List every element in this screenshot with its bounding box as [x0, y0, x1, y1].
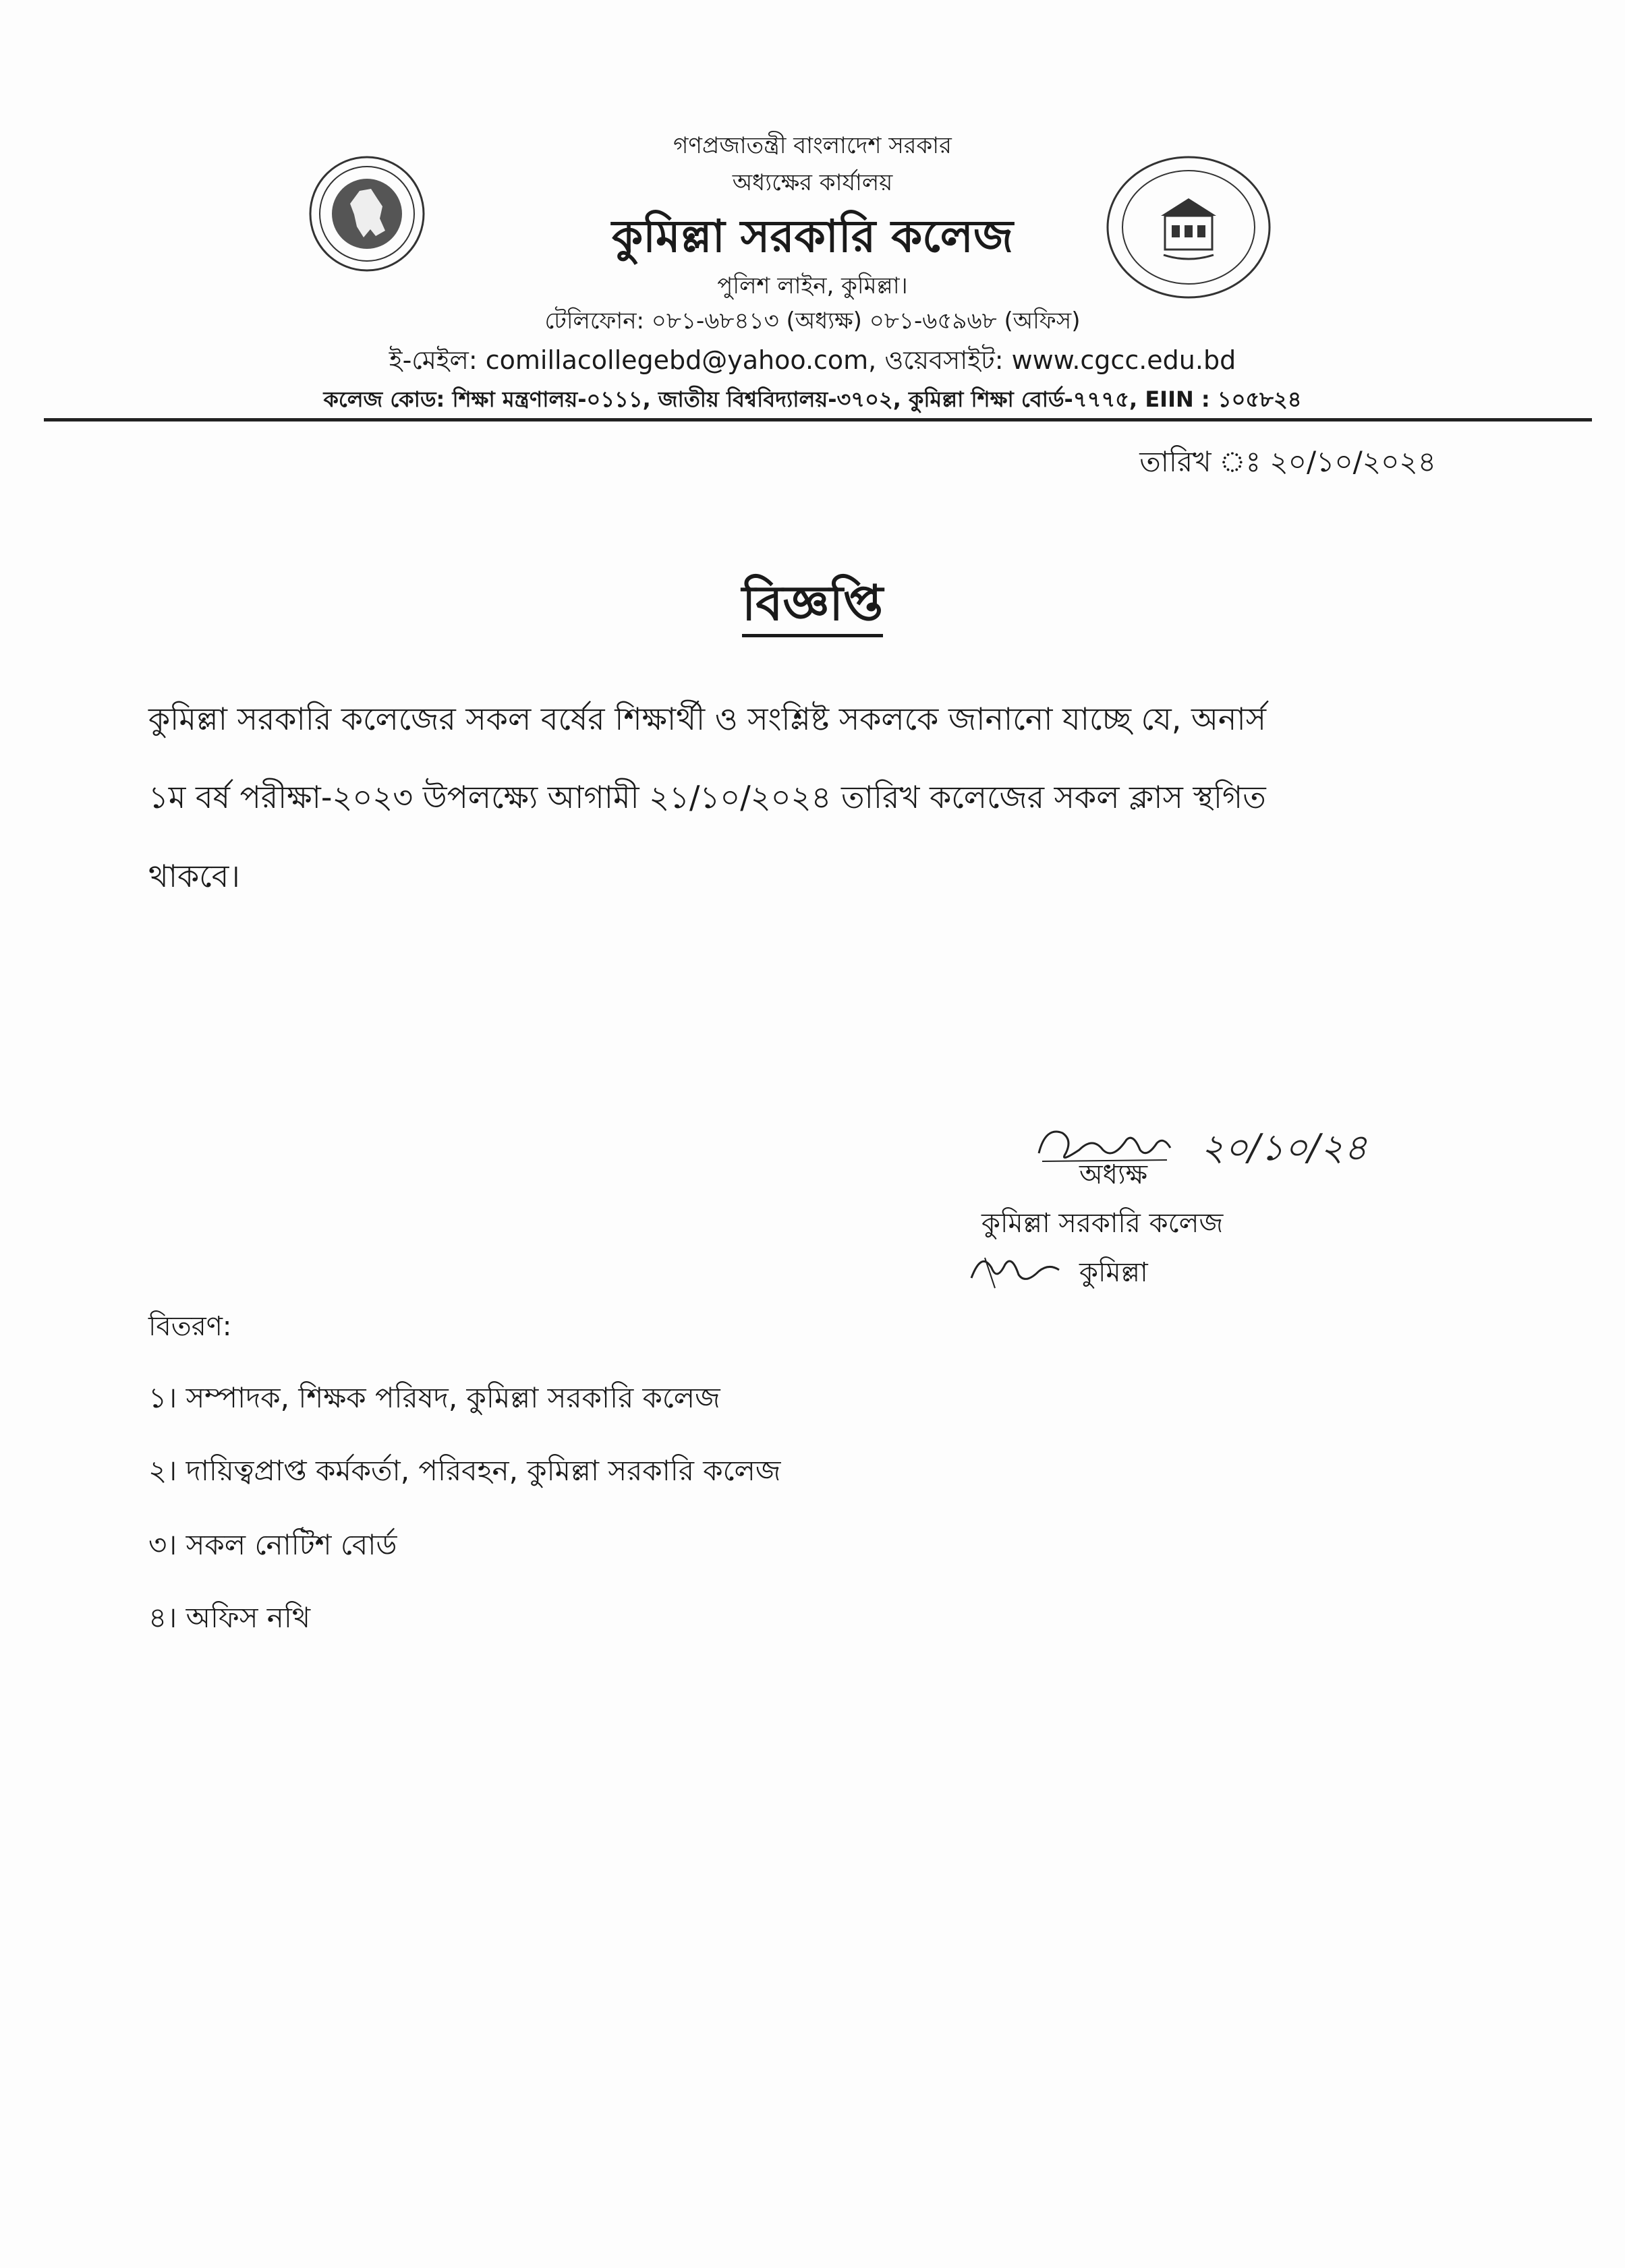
signature-place: কুমিল্লা	[1079, 1257, 1148, 1288]
distribution-item: ১। সম্পাদক, শিক্ষক পরিষদ, কুমিল্লা সরকারি কলেজ	[148, 1381, 720, 1414]
college-name: কুমিল্লা সরকারি কলেজ	[611, 210, 1014, 262]
notice-title-text: বিজ্ঞপ্তি	[742, 575, 883, 637]
distribution-item: ৪। অফিস নথি	[148, 1601, 311, 1634]
handwritten-date: ২০/১০/২৪	[1201, 1126, 1367, 1169]
college-codes-line: কলেজ কোড: শিক্ষা মন্ত্রণালয়-০১১১, জাতীয় বিশ্ববিদ্যালয়-৩৭০২, কুমিল্লা শিক্ষা বোর্ড-৭৭৭৫, EIIN : ১০৫৮২৪	[323, 386, 1302, 412]
header-divider	[44, 418, 1592, 421]
initials-signature-icon	[965, 1244, 1066, 1295]
notice-body-line-2: ১ম বর্ষ পরীক্ষা-২০২৩ উপলক্ষ্যে আগামী ২১/১০/২০২৪ তারিখ কলেজের সকল ক্লাস স্থগিত	[148, 779, 1266, 815]
notice-title	[0, 566, 1625, 647]
telephone-line: টেলিফোন: ০৮১-৬৮৪১৩ (অধ্যক্ষ) ০৮১-৬৫৯৬৮ (অফিস)	[544, 308, 1081, 335]
distribution-item: ৩। সকল নোটিশ বোর্ড	[148, 1528, 397, 1561]
signature-designation: অধ্যক্ষ	[1079, 1159, 1148, 1190]
email-website-line: ই-মেইল: comillacollegebd@yahoo.com, ওয়েবসাইট: www.cgcc.edu.bd	[389, 345, 1236, 375]
college-address: পুলিশ লাইন, কুমিল্লা।	[717, 272, 908, 299]
notice-date: তারিখ ঃ ২০/১০/২০২৪	[1139, 445, 1436, 478]
distribution-item: ২। দায়িত্বপ্রাপ্ত কর্মকর্তা, পরিবহন, কুমিল্লা সরকারি কলেজ	[148, 1454, 781, 1487]
signature-college: কুমিল্লা সরকারি কলেজ	[981, 1208, 1224, 1239]
government-name: গণপ্রজাতন্ত্রী বাংলাদেশ সরকার	[673, 132, 952, 159]
notice-body-line-3: থাকবে।	[148, 858, 240, 894]
office-name: অধ্যক্ষের কার্যালয়	[732, 169, 893, 196]
notice-body-line-1: কুমিল্লা সরকারি কলেজের সকল বর্ষের শিক্ষার্থী ও সংশ্লিষ্ট সকলকে জানানো যাচ্ছে যে, অনার্স	[148, 701, 1267, 737]
distribution-title: বিতরণ:	[148, 1311, 232, 1342]
